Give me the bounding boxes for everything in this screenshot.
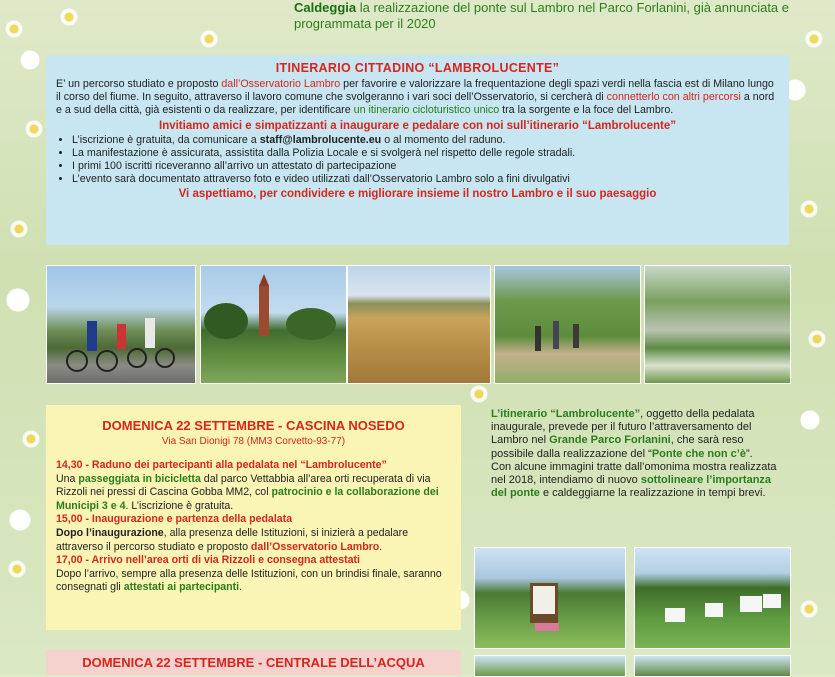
daisy-decoration <box>10 220 28 238</box>
desc-part: tra la sorgente e la foce del Lambro. <box>499 104 674 117</box>
program-text: . <box>379 540 383 553</box>
event1-program <box>56 459 451 595</box>
event1-address: Via San Dionigi 78 (MM3 Corvetto-93-77) <box>161 436 346 447</box>
photo-exhibition-3 <box>474 655 626 677</box>
program-time-3: 17,00 - Arrivo nell’area orti di via Rizzoli e consegna attestati <box>56 554 360 567</box>
right-text: , che sarà reso possibile dalla realizzazione del “ <box>491 434 744 460</box>
info-text: L’iscrizione è gratuita, da comunicare a <box>72 133 260 146</box>
exhibit-panels-illustration <box>635 548 790 648</box>
program-text: , alla presenza delle Istituzioni, si inizierà a pedalare attraverso il percorso studiato e proposto <box>56 526 409 553</box>
itinerary-description <box>56 78 779 118</box>
daisy-decoration <box>25 120 43 138</box>
daisy-decoration <box>808 330 826 348</box>
program-highlight: passeggiata in bicicletta <box>78 472 201 485</box>
program-highlight: attestati ai partecipanti <box>123 581 240 594</box>
photo-exhibition-2 <box>634 547 791 649</box>
right-highlight: Ponte che non c’è <box>651 447 746 460</box>
photo-cyclists <box>46 265 196 384</box>
right-text: Con alcune immagini tratte dall’omonima mostra realizzata nel 2018, intendiamo di nuovo <box>491 460 777 487</box>
program-highlight: Dopo l’inaugurazione <box>56 526 164 539</box>
daisy-decoration <box>470 385 488 403</box>
desc-part: E’ un percorso studiato e proposto <box>56 78 222 90</box>
cyclists-illustration <box>47 266 195 383</box>
daisy-decoration <box>200 30 218 48</box>
photo-river <box>644 265 791 384</box>
program-text: . <box>239 581 243 594</box>
info-list <box>72 134 789 186</box>
intro-lead: Caldeggia <box>294 0 357 15</box>
info-text: La manifestazione è assicurata, assistita dalla Polizia Locale e si svolgerà nel rispetto delle regole stradali. <box>72 146 576 159</box>
daisy-decoration <box>5 20 23 38</box>
exhibit-panel-illustration <box>475 548 625 648</box>
photo-church <box>200 265 347 384</box>
osservatorio-lambro-link: dall’Osservatorio Lambro <box>221 78 341 90</box>
program-highlight: dall’Osservatorio Lambro <box>250 540 380 553</box>
right-highlight: Grande Parco Forlanini <box>549 434 671 447</box>
closing-line: Vi aspettiamo, per condividere e migliorare insieme il nostro Lambro e il suo paesaggio <box>178 187 657 200</box>
email-link[interactable]: staff@lambrolucente.eu <box>259 133 382 146</box>
event1-title: DOMENICA 22 SETTEMBRE - CASCINA NOSEDO <box>102 418 405 433</box>
info-text: L’evento sarà documentato attraverso foto e video utilizzati dall’Osservatorio Lambro solo a fini divulgativi <box>72 172 570 185</box>
daisy-decoration <box>800 200 818 218</box>
daisy-decoration <box>800 600 818 618</box>
event-centrale-acqua <box>46 650 461 675</box>
info-text: I primi 100 iscritti riceveranno all’arrivo un attestato di partecipazione <box>72 159 397 172</box>
right-highlight: L’itinerario “Lambrolucente” <box>491 408 641 420</box>
bridge-description <box>491 408 789 500</box>
walkers-illustration <box>495 266 640 383</box>
program-text: . L’iscrizione è gratuita. <box>125 499 234 512</box>
daisy-decoration <box>22 430 40 448</box>
church-illustration <box>201 266 346 383</box>
event-cascina-nosedo <box>46 405 461 630</box>
intro-text <box>294 0 794 32</box>
program-text: dal parco Vettabbia all’area orti recuperata di via Rizzoli nei pressi di Cascina Gobba MM2, col <box>56 472 431 499</box>
program-text: Dopo l’arrivo, sempre alla presenza delle Istituzioni, con un brindisi finale, saranno consegnati gli <box>56 567 442 594</box>
desc-highlight: un itinerario cicloturistico unico <box>353 104 500 117</box>
program-time-1: 14,30 - Raduno dei partecipanti alla pedalata nel “Lambrolucente” <box>56 459 387 471</box>
event2-title: DOMENICA 22 SETTEMBRE - CENTRALE DELL’ACQUA <box>82 655 425 670</box>
right-text: ”. <box>745 447 753 460</box>
photo-wheat <box>347 265 491 384</box>
info-item <box>72 134 789 147</box>
itinerary-box <box>46 55 789 245</box>
right-text: e caldeggiarne la realizzazione in tempi brevi. <box>539 487 766 500</box>
itinerary-title: ITINERARIO CITTADINO “LAMBROLUCENTE” <box>275 61 560 75</box>
info-item <box>72 173 789 186</box>
photo-exhibition-1 <box>474 547 626 649</box>
photo-walkers <box>494 265 641 384</box>
info-item <box>72 160 789 173</box>
right-highlight: sottolineare l’importanza del ponte <box>491 474 772 500</box>
program-time-2: 15,00 - Inaugurazione e partenza della pedalata <box>56 513 293 526</box>
desc-part: per favorire e valorizzare la frequentazione degli spazi verdi nella fascia est di Milano lungo il corso del fiume. In seguito, attraverso il lavoro comune che svolgeranno i vari soci dell’Osservatorio, si cercherà di <box>56 78 774 104</box>
right-text: , oggetto della pedalata inaugurale, prevede per il futuro l’attraversamento del Lambro nel <box>491 408 755 447</box>
program-highlight: patrocinio e la collaborazione dei Municipi 3 e 4 <box>56 486 439 512</box>
info-text: o al momento del raduno. <box>381 133 506 146</box>
desc-part: a nord e a sud della città, già esistenti o da realizzare, per identificare <box>56 91 775 117</box>
desc-highlight: connetterlo con altri percorsi <box>606 91 741 104</box>
photo-exhibition-4 <box>634 655 791 677</box>
invite-line: Invitiamo amici e simpatizzanti a inaugurare e pedalare con noi sull’itinerario “Lambrolucente” <box>159 119 676 132</box>
daisy-decoration <box>60 8 78 26</box>
daisy-decoration <box>8 560 26 578</box>
program-text: Una <box>56 472 79 485</box>
daisy-decoration <box>805 30 823 48</box>
info-item <box>72 147 789 160</box>
intro-rest: la realizzazione del ponte sul Lambro nel Parco Forlanini, già annunciata e programmata per il 2020 <box>294 0 789 31</box>
